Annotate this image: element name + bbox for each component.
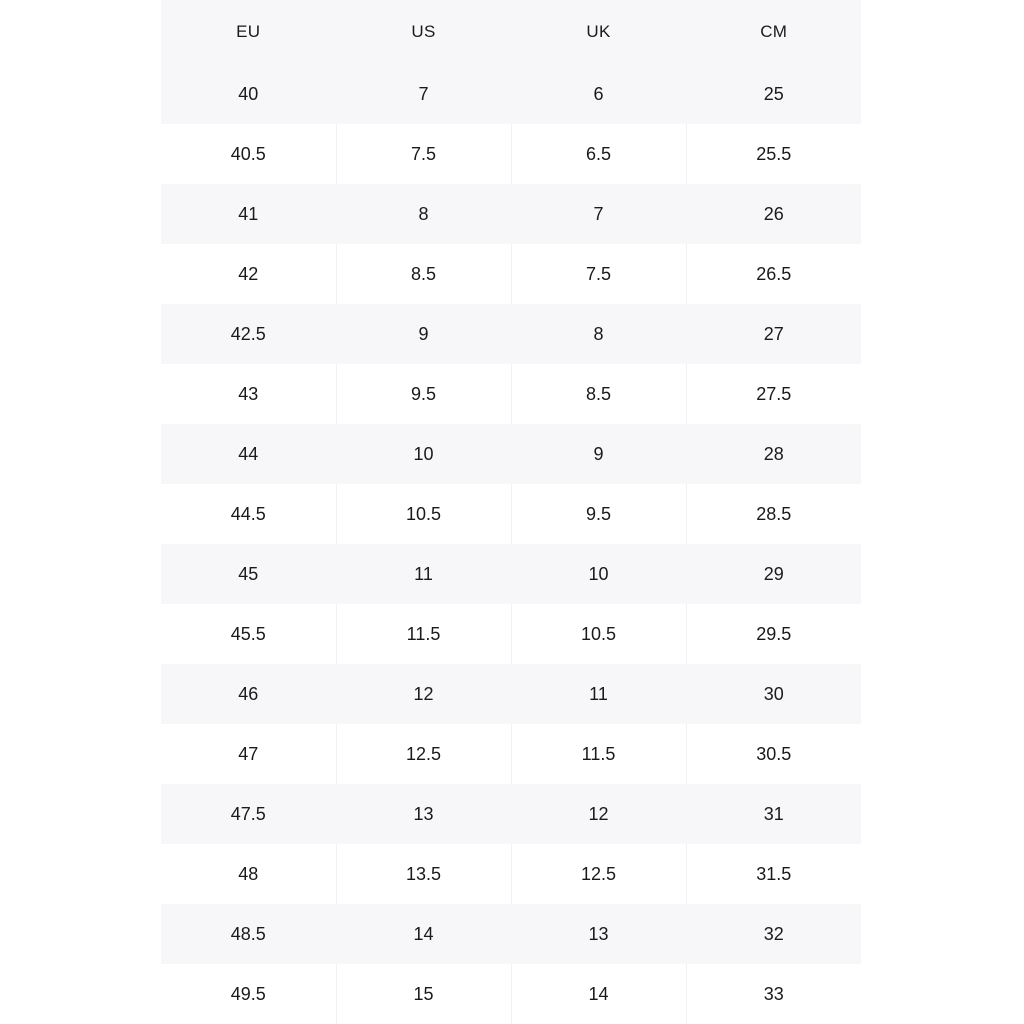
size-cell-cm: 30: [686, 664, 861, 724]
size-cell-cm: 29: [686, 544, 861, 604]
header-uk: UK: [511, 0, 686, 64]
size-cell-cm: 25: [686, 64, 861, 124]
size-cell-uk: 7.5: [511, 244, 686, 304]
table-row: [161, 544, 861, 604]
table-row: [161, 124, 861, 184]
size-cell-eu: 46: [161, 664, 336, 724]
size-cell-uk: 10.5: [511, 604, 686, 664]
size-cell-us: 8: [336, 184, 511, 244]
size-cell-us: 8.5: [336, 244, 511, 304]
size-cell-us: 14: [336, 904, 511, 964]
size-cell-uk: 12.5: [511, 844, 686, 904]
header-row: [161, 0, 861, 64]
table-row: [161, 724, 861, 784]
size-cell-cm: 27: [686, 304, 861, 364]
size-cell-cm: 28: [686, 424, 861, 484]
size-cell-eu: 45.5: [161, 604, 336, 664]
table-row: [161, 304, 861, 364]
size-cell-cm: 25.5: [686, 124, 861, 184]
size-chart-table: [161, 0, 861, 1024]
size-cell-cm: 33: [686, 964, 861, 1024]
size-cell-us: 13.5: [336, 844, 511, 904]
table-row: [161, 964, 861, 1024]
size-cell-cm: 28.5: [686, 484, 861, 544]
size-cell-uk: 14: [511, 964, 686, 1024]
size-cell-us: 9: [336, 304, 511, 364]
size-cell-cm: 26: [686, 184, 861, 244]
size-cell-us: 12.5: [336, 724, 511, 784]
size-cell-uk: 6.5: [511, 124, 686, 184]
table-row: [161, 184, 861, 244]
table-row: [161, 484, 861, 544]
table-row: [161, 424, 861, 484]
size-cell-eu: 40: [161, 64, 336, 124]
table-row: [161, 64, 861, 124]
size-cell-us: 15: [336, 964, 511, 1024]
size-cell-us: 9.5: [336, 364, 511, 424]
header-cm: CM: [686, 0, 861, 64]
size-cell-eu: 45: [161, 544, 336, 604]
size-cell-us: 10.5: [336, 484, 511, 544]
size-cell-us: 12: [336, 664, 511, 724]
size-cell-eu: 47.5: [161, 784, 336, 844]
size-cell-eu: 41: [161, 184, 336, 244]
size-cell-uk: 8: [511, 304, 686, 364]
size-cell-uk: 9.5: [511, 484, 686, 544]
size-cell-cm: 31: [686, 784, 861, 844]
size-cell-eu: 40.5: [161, 124, 336, 184]
size-cell-uk: 10: [511, 544, 686, 604]
size-cell-cm: 27.5: [686, 364, 861, 424]
size-cell-cm: 31.5: [686, 844, 861, 904]
table-row: [161, 244, 861, 304]
size-cell-uk: 12: [511, 784, 686, 844]
size-cell-uk: 7: [511, 184, 686, 244]
size-chart-body: [161, 64, 861, 1024]
size-cell-eu: 44.5: [161, 484, 336, 544]
size-cell-us: 13: [336, 784, 511, 844]
header-eu: EU: [161, 0, 336, 64]
size-cell-eu: 49.5: [161, 964, 336, 1024]
size-cell-eu: 48: [161, 844, 336, 904]
table-row: [161, 364, 861, 424]
size-cell-uk: 6: [511, 64, 686, 124]
size-cell-eu: 47: [161, 724, 336, 784]
size-cell-eu: 43: [161, 364, 336, 424]
size-cell-cm: 32: [686, 904, 861, 964]
size-cell-us: 11.5: [336, 604, 511, 664]
size-cell-us: 7.5: [336, 124, 511, 184]
table-row: [161, 664, 861, 724]
table-row: [161, 904, 861, 964]
size-cell-eu: 48.5: [161, 904, 336, 964]
table-row: [161, 784, 861, 844]
size-cell-uk: 8.5: [511, 364, 686, 424]
size-cell-cm: 26.5: [686, 244, 861, 304]
size-cell-uk: 11: [511, 664, 686, 724]
table-row: [161, 844, 861, 904]
size-cell-cm: 29.5: [686, 604, 861, 664]
size-cell-uk: 9: [511, 424, 686, 484]
size-cell-eu: 44: [161, 424, 336, 484]
size-cell-uk: 11.5: [511, 724, 686, 784]
header-us: US: [336, 0, 511, 64]
size-cell-us: 7: [336, 64, 511, 124]
table-row: [161, 604, 861, 664]
size-cell-cm: 30.5: [686, 724, 861, 784]
size-cell-uk: 13: [511, 904, 686, 964]
size-cell-us: 10: [336, 424, 511, 484]
size-cell-eu: 42: [161, 244, 336, 304]
size-chart-header: [161, 0, 861, 64]
size-cell-us: 11: [336, 544, 511, 604]
size-cell-eu: 42.5: [161, 304, 336, 364]
